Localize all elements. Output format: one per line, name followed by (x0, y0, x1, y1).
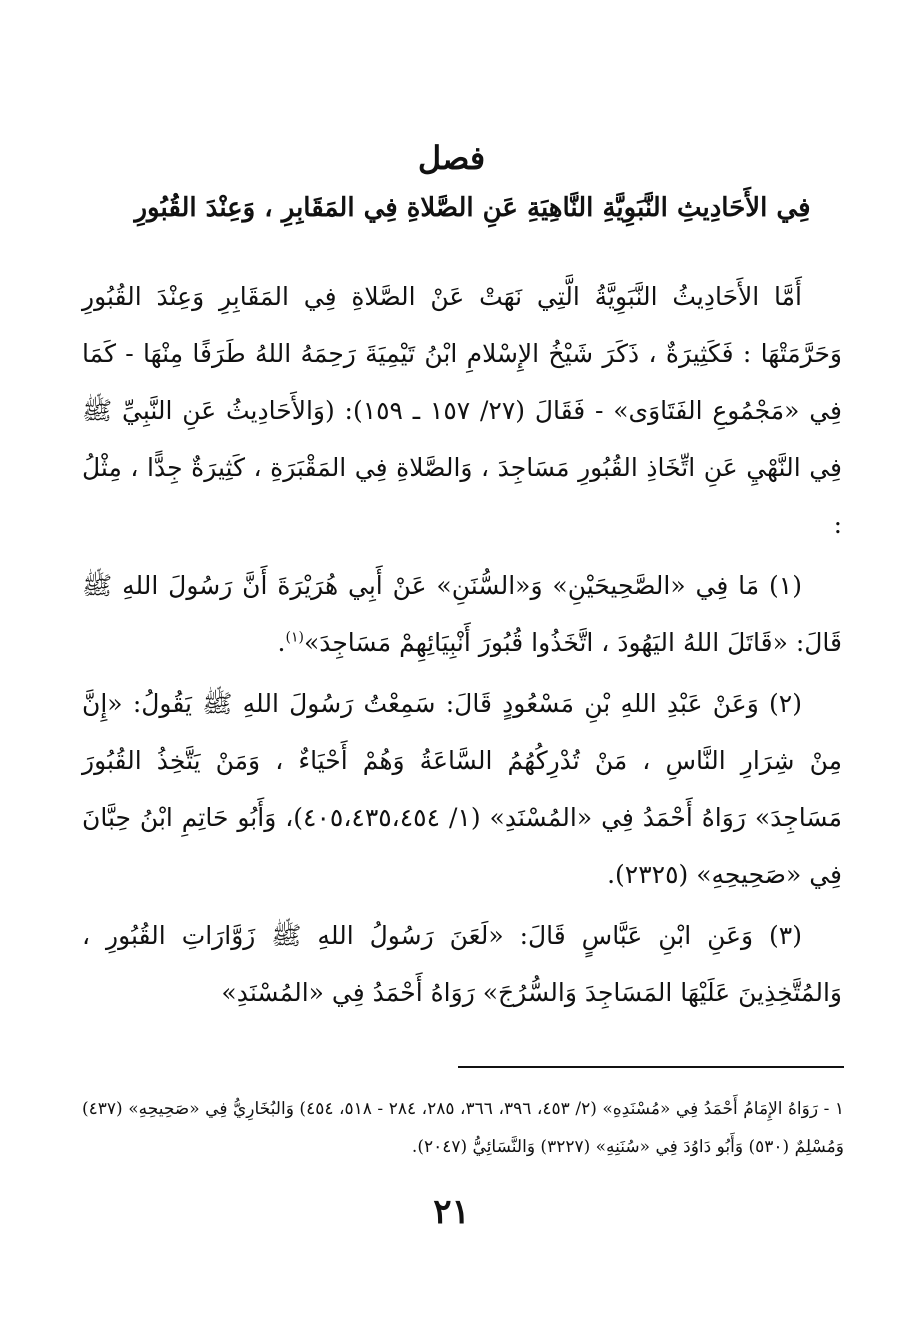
paragraph-hadith-2: (٢) وَعَنْ عَبْدِ اللهِ بْنِ مَسْعُودٍ قَالَ: سَمِعْتُ رَسُولَ اللهِ ﷺ يَقُولُ: «إِنَّ مِنْ شِرَارِ النَّاسِ ، مَنْ تُدْرِكُهُمُ السَّاعَةُ وَهُمْ أَحْيَاءٌ ، وَمَنْ يَتَّخِذُ القُبُورَ مَسَاجِدَ» رَوَاهُ أَحْمَدُ فِي «المُسْنَدِ» (١/ ٤٠٥،٤٣٥،٤٥٤)، وَأَبُو حَاتِمِ ابْنُ حِبَّانَ فِي «صَحِيحِهِ» (٢٣٢٥). (82, 689, 843, 889)
paragraph-hadith-1 (82, 557, 842, 671)
hadith-1-end: . (277, 628, 286, 657)
page-number: ٢١ (433, 1192, 470, 1232)
chapter-title: فصل (417, 139, 486, 177)
footnote-text: ١ - رَوَاهُ الإِمَامُ أَحْمَدُ فِي «مُسْنَدِهِ» (٢/ ٤٥٣، ٣٩٦، ٣٦٦، ٢٨٥، ٢٨٤ - ٥١٨، ٤٥٤) وَالبُخَارِيُّ فِي «صَحِيحِهِ» (٤٣٧) وَمُسْلِمٌ (٥٣٠) وَأَبُو دَاوُدَ فِي «سُنَنِهِ» (٣٢٢٧) وَالنَّسَائِيُّ (٢٠٤٧). (82, 1099, 845, 1157)
chapter-subtitle: فِي الأَحَادِيثِ النَّبَوِيَّةِ النَّاهِيَةِ عَنِ الصَّلاةِ فِي المَقَابِرِ ، وَعِنْدَ القُبُورِ (134, 193, 811, 223)
paragraph-hadith-3: (٣) وَعَنِ ابْنِ عَبَّاسٍ قَالَ: «لَعَنَ رَسُولُ اللهِ ﷺ زَوَّارَاتِ القُبُورِ ، وَالمُتَّخِذِينَ عَلَيْهَا المَسَاجِدَ وَالسُّرُجَ» رَوَاهُ أَحْمَدُ فِي «المُسْنَدِ» (82, 921, 842, 1007)
paragraph-intro: أَمَّا الأَحَادِيثُ النَّبَوِيَّةُ الَّتِي نَهَتْ عَنْ الصَّلاةِ فِي المَقَابِرِ وَعِنْدَ القُبُورِ وَحَرَّمَتْهَا : فَكَثِيرَةٌ ، ذَكَرَ شَيْخُ الإِسْلامِ ابْنُ تَيْمِيَةَ رَحِمَهُ اللهُ طَرَفًا مِنْهَا - كَمَا فِي «مَجْمُوعِ الفَتَاوَى» - فَقَالَ (٢٧/ ١٥٧ ـ ١٥٩): (وَالأَحَادِيثُ عَنِ النَّبِيِّ ﷺ فِي النَّهْيِ عَنِ اتِّخَاذِ القُبُورِ مَسَاجِدَ ، وَالصَّلاةِ فِي المَقْبَرَةِ ، كَثِيرَةٌ جِدًّا ، مِثْلُ : (82, 282, 842, 539)
footnote-divider (458, 1066, 844, 1068)
hadith-1-text: (١) مَا فِي «الصَّحِيحَيْنِ» وَ«السُّنَنِ» عَنْ أَبِي هُرَيْرَةَ أَنَّ رَسُولَ اللهِ ﷺ قَالَ: «قَاتَلَ اللهُ اليَهُودَ ، اتَّخَذُوا قُبُورَ أَنْبِيَائِهِمْ مَسَاجِدَ» (82, 571, 842, 657)
main-text (82, 268, 842, 1025)
footnote-reference: (١) (285, 629, 304, 646)
